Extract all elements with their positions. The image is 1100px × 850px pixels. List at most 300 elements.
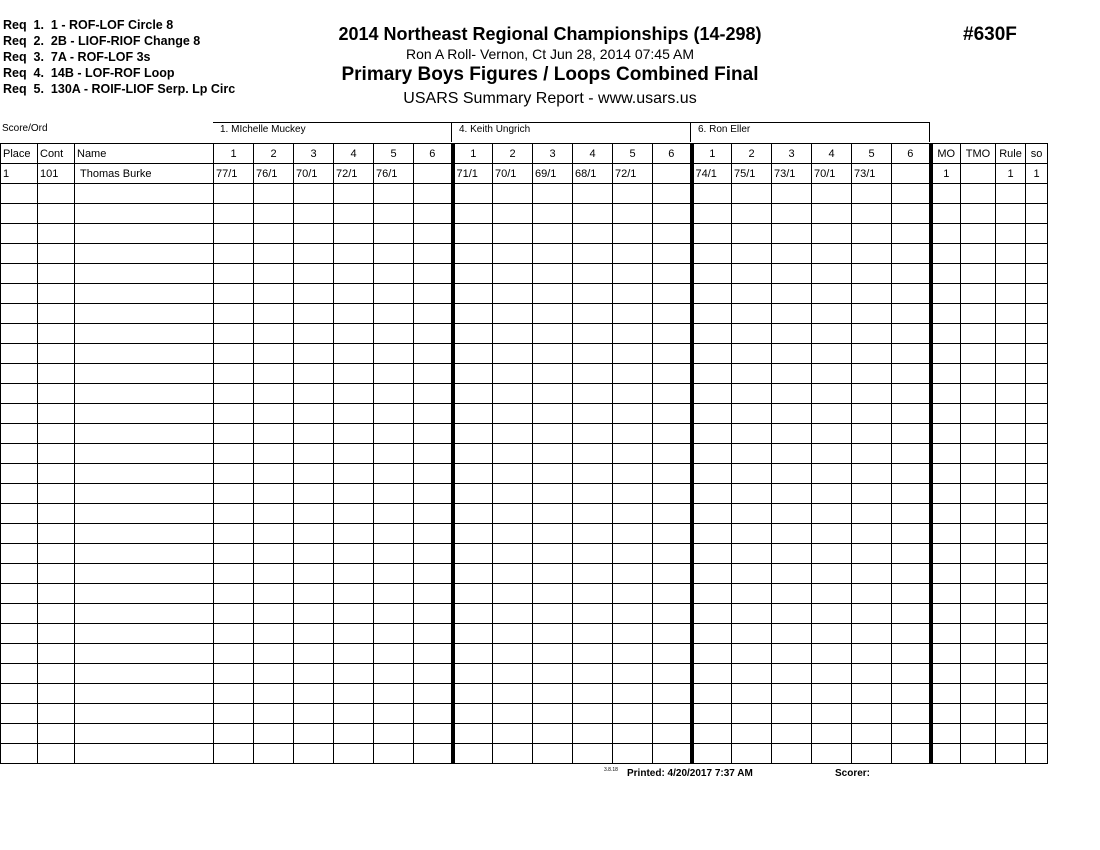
rule-cell: 1 bbox=[996, 164, 1026, 184]
empty-cell bbox=[334, 224, 374, 244]
empty-cell bbox=[996, 644, 1026, 664]
empty-cell bbox=[573, 624, 613, 644]
empty-cell bbox=[961, 264, 996, 284]
empty-cell bbox=[996, 504, 1026, 524]
empty-cell bbox=[1, 524, 38, 544]
empty-cell bbox=[931, 644, 961, 664]
empty-cell bbox=[653, 484, 692, 504]
empty-cell bbox=[852, 504, 892, 524]
empty-cell bbox=[653, 404, 692, 424]
j2-fig-4-header: 4 bbox=[573, 144, 613, 164]
empty-cell bbox=[772, 544, 812, 564]
j1-score-6 bbox=[414, 164, 453, 184]
empty-cell bbox=[1, 504, 38, 524]
empty-row bbox=[1, 444, 1048, 464]
empty-cell bbox=[892, 504, 931, 524]
empty-cell bbox=[75, 424, 214, 444]
empty-cell bbox=[812, 204, 852, 224]
empty-cell bbox=[214, 184, 254, 204]
empty-cell bbox=[732, 204, 772, 224]
empty-row bbox=[1, 584, 1048, 604]
empty-cell bbox=[334, 744, 374, 764]
empty-cell bbox=[414, 704, 453, 724]
empty-cell bbox=[613, 464, 653, 484]
empty-cell bbox=[374, 644, 414, 664]
empty-cell bbox=[214, 244, 254, 264]
empty-cell bbox=[961, 444, 996, 464]
empty-cell bbox=[254, 744, 294, 764]
empty-cell bbox=[374, 684, 414, 704]
empty-cell bbox=[931, 364, 961, 384]
empty-cell bbox=[374, 524, 414, 544]
empty-cell bbox=[214, 224, 254, 244]
empty-cell bbox=[732, 284, 772, 304]
empty-cell bbox=[961, 604, 996, 624]
empty-cell bbox=[254, 224, 294, 244]
empty-cell bbox=[961, 684, 996, 704]
empty-cell bbox=[772, 204, 812, 224]
empty-cell bbox=[414, 304, 453, 324]
printed-label: Printed: 4/20/2017 7:37 AM bbox=[627, 768, 753, 779]
empty-cell bbox=[254, 484, 294, 504]
empty-cell bbox=[852, 444, 892, 464]
empty-cell bbox=[931, 584, 961, 604]
empty-cell bbox=[573, 484, 613, 504]
empty-cell bbox=[573, 384, 613, 404]
empty-cell bbox=[533, 444, 573, 464]
empty-cell bbox=[772, 364, 812, 384]
empty-cell bbox=[453, 484, 493, 504]
empty-cell bbox=[653, 304, 692, 324]
empty-cell bbox=[214, 464, 254, 484]
empty-cell bbox=[214, 584, 254, 604]
empty-cell bbox=[852, 564, 892, 584]
empty-cell bbox=[613, 424, 653, 444]
place-cell: 1 bbox=[1, 164, 38, 184]
empty-cell bbox=[772, 664, 812, 684]
empty-cell bbox=[961, 564, 996, 584]
empty-cell bbox=[892, 724, 931, 744]
empty-cell bbox=[254, 524, 294, 544]
empty-row bbox=[1, 604, 1048, 624]
empty-cell bbox=[961, 544, 996, 564]
empty-cell bbox=[653, 504, 692, 524]
empty-row bbox=[1, 644, 1048, 664]
empty-cell bbox=[1026, 704, 1048, 724]
empty-cell bbox=[38, 244, 75, 264]
j2-fig-5-header: 5 bbox=[613, 144, 653, 164]
j3-score-6 bbox=[892, 164, 931, 184]
empty-cell bbox=[294, 464, 334, 484]
empty-cell bbox=[613, 724, 653, 744]
empty-cell bbox=[453, 344, 493, 364]
empty-cell bbox=[493, 604, 533, 624]
empty-cell bbox=[294, 684, 334, 704]
empty-cell bbox=[75, 564, 214, 584]
empty-cell bbox=[961, 344, 996, 364]
empty-cell bbox=[414, 724, 453, 744]
empty-cell bbox=[1026, 224, 1048, 244]
empty-cell bbox=[38, 664, 75, 684]
empty-cell bbox=[1, 664, 38, 684]
empty-cell bbox=[996, 304, 1026, 324]
empty-cell bbox=[1026, 544, 1048, 564]
empty-cell bbox=[931, 504, 961, 524]
empty-cell bbox=[533, 244, 573, 264]
empty-cell bbox=[1, 244, 38, 264]
empty-cell bbox=[334, 284, 374, 304]
empty-cell bbox=[653, 444, 692, 464]
empty-cell bbox=[852, 684, 892, 704]
empty-cell bbox=[493, 364, 533, 384]
empty-cell bbox=[374, 324, 414, 344]
empty-cell bbox=[613, 664, 653, 684]
empty-cell bbox=[996, 584, 1026, 604]
empty-cell bbox=[334, 504, 374, 524]
empty-cell bbox=[961, 284, 996, 304]
empty-cell bbox=[38, 524, 75, 544]
empty-cell bbox=[812, 484, 852, 504]
empty-cell bbox=[772, 484, 812, 504]
empty-cell bbox=[613, 744, 653, 764]
empty-cell bbox=[414, 544, 453, 564]
empty-cell bbox=[852, 224, 892, 244]
empty-cell bbox=[613, 404, 653, 424]
empty-cell bbox=[772, 684, 812, 704]
empty-cell bbox=[1, 684, 38, 704]
empty-cell bbox=[453, 524, 493, 544]
empty-cell bbox=[38, 744, 75, 764]
requirement-2: Req 2. 2B - LIOF-RIOF Change 8 bbox=[3, 34, 201, 48]
empty-cell bbox=[493, 204, 533, 224]
event-title: Primary Boys Figures / Loops Combined Final bbox=[341, 64, 759, 85]
empty-cell bbox=[613, 504, 653, 524]
empty-cell bbox=[75, 244, 214, 264]
report-line: USARS Summary Report - www.usars.us bbox=[403, 90, 697, 107]
j1-score-5: 76/1 bbox=[374, 164, 414, 184]
empty-cell bbox=[254, 404, 294, 424]
empty-cell bbox=[38, 264, 75, 284]
empty-cell bbox=[214, 504, 254, 524]
empty-cell bbox=[374, 304, 414, 324]
empty-cell bbox=[812, 344, 852, 364]
empty-cell bbox=[374, 724, 414, 744]
empty-cell bbox=[961, 424, 996, 444]
empty-row bbox=[1, 464, 1048, 484]
requirement-3: Req 3. 7A - ROF-LOF 3s bbox=[3, 50, 151, 64]
score-ord-label: Score/Ord bbox=[2, 123, 48, 134]
empty-cell bbox=[732, 224, 772, 244]
empty-cell bbox=[573, 684, 613, 704]
empty-cell bbox=[573, 464, 613, 484]
empty-row bbox=[1, 664, 1048, 684]
empty-cell bbox=[692, 284, 732, 304]
empty-cell bbox=[38, 684, 75, 704]
empty-cell bbox=[613, 284, 653, 304]
empty-cell bbox=[996, 704, 1026, 724]
empty-cell bbox=[996, 524, 1026, 544]
empty-cell bbox=[931, 224, 961, 244]
empty-cell bbox=[75, 464, 214, 484]
empty-row bbox=[1, 724, 1048, 744]
empty-cell bbox=[931, 344, 961, 364]
empty-cell bbox=[852, 624, 892, 644]
empty-cell bbox=[294, 624, 334, 644]
empty-cell bbox=[214, 604, 254, 624]
j2-fig-1-header: 1 bbox=[453, 144, 493, 164]
empty-cell bbox=[453, 424, 493, 444]
empty-cell bbox=[493, 464, 533, 484]
empty-cell bbox=[892, 224, 931, 244]
empty-cell bbox=[75, 524, 214, 544]
empty-cell bbox=[772, 424, 812, 444]
empty-cell bbox=[374, 564, 414, 584]
empty-cell bbox=[493, 264, 533, 284]
empty-cell bbox=[931, 464, 961, 484]
empty-cell bbox=[294, 404, 334, 424]
empty-cell bbox=[996, 604, 1026, 624]
empty-cell bbox=[772, 284, 812, 304]
empty-cell bbox=[254, 704, 294, 724]
empty-cell bbox=[214, 344, 254, 364]
empty-cell bbox=[1, 304, 38, 324]
empty-cell bbox=[75, 544, 214, 564]
empty-row bbox=[1, 304, 1048, 324]
empty-cell bbox=[414, 584, 453, 604]
empty-cell bbox=[996, 404, 1026, 424]
empty-row bbox=[1, 284, 1048, 304]
empty-cell bbox=[75, 484, 214, 504]
empty-cell bbox=[573, 584, 613, 604]
empty-row bbox=[1, 184, 1048, 204]
empty-cell bbox=[75, 504, 214, 524]
empty-cell bbox=[892, 704, 931, 724]
j3-score-1: 74/1 bbox=[692, 164, 732, 184]
empty-cell bbox=[1026, 504, 1048, 524]
empty-cell bbox=[892, 384, 931, 404]
empty-cell bbox=[294, 604, 334, 624]
empty-cell bbox=[254, 204, 294, 224]
empty-cell bbox=[653, 644, 692, 664]
empty-cell bbox=[653, 224, 692, 244]
table-row bbox=[1, 164, 1048, 184]
empty-cell bbox=[892, 404, 931, 424]
empty-cell bbox=[414, 184, 453, 204]
results-body bbox=[1, 164, 1048, 764]
empty-row bbox=[1, 404, 1048, 424]
empty-cell bbox=[294, 324, 334, 344]
empty-cell bbox=[892, 484, 931, 504]
empty-cell bbox=[812, 444, 852, 464]
empty-cell bbox=[931, 684, 961, 704]
empty-cell bbox=[1, 224, 38, 244]
empty-cell bbox=[692, 404, 732, 424]
empty-cell bbox=[75, 404, 214, 424]
empty-cell bbox=[772, 184, 812, 204]
empty-cell bbox=[414, 324, 453, 344]
empty-row bbox=[1, 744, 1048, 764]
empty-cell bbox=[254, 344, 294, 364]
empty-cell bbox=[996, 364, 1026, 384]
championship-title: 2014 Northeast Regional Championships (14-298) bbox=[338, 24, 762, 44]
empty-cell bbox=[533, 264, 573, 284]
empty-cell bbox=[732, 544, 772, 564]
empty-cell bbox=[812, 644, 852, 664]
empty-cell bbox=[1, 724, 38, 744]
empty-cell bbox=[653, 204, 692, 224]
empty-cell bbox=[692, 304, 732, 324]
empty-cell bbox=[812, 744, 852, 764]
empty-cell bbox=[812, 544, 852, 564]
empty-cell bbox=[812, 504, 852, 524]
empty-cell bbox=[493, 624, 533, 644]
empty-cell bbox=[453, 704, 493, 724]
empty-cell bbox=[931, 324, 961, 344]
empty-cell bbox=[75, 384, 214, 404]
empty-cell bbox=[1, 264, 38, 284]
empty-cell bbox=[533, 624, 573, 644]
empty-cell bbox=[533, 404, 573, 424]
empty-cell bbox=[931, 484, 961, 504]
j3-score-5: 73/1 bbox=[852, 164, 892, 184]
empty-cell bbox=[254, 364, 294, 384]
empty-cell bbox=[852, 644, 892, 664]
empty-cell bbox=[692, 604, 732, 624]
empty-cell bbox=[573, 264, 613, 284]
empty-cell bbox=[732, 584, 772, 604]
empty-cell bbox=[653, 264, 692, 284]
empty-cell bbox=[214, 424, 254, 444]
empty-cell bbox=[653, 664, 692, 684]
empty-cell bbox=[996, 384, 1026, 404]
empty-cell bbox=[493, 544, 533, 564]
empty-row bbox=[1, 564, 1048, 584]
empty-cell bbox=[294, 264, 334, 284]
empty-cell bbox=[254, 384, 294, 404]
empty-cell bbox=[75, 604, 214, 624]
empty-cell bbox=[334, 724, 374, 744]
empty-cell bbox=[613, 204, 653, 224]
empty-cell bbox=[772, 304, 812, 324]
empty-cell bbox=[453, 304, 493, 324]
empty-cell bbox=[294, 424, 334, 444]
empty-cell bbox=[852, 404, 892, 424]
empty-cell bbox=[533, 324, 573, 344]
empty-cell bbox=[892, 684, 931, 704]
empty-cell bbox=[493, 304, 533, 324]
empty-cell bbox=[732, 304, 772, 324]
empty-cell bbox=[414, 444, 453, 464]
empty-cell bbox=[961, 484, 996, 504]
empty-cell bbox=[732, 324, 772, 344]
empty-cell bbox=[996, 184, 1026, 204]
empty-cell bbox=[294, 504, 334, 524]
empty-cell bbox=[294, 524, 334, 544]
empty-cell bbox=[38, 324, 75, 344]
empty-cell bbox=[852, 344, 892, 364]
empty-cell bbox=[1026, 524, 1048, 544]
empty-cell bbox=[374, 244, 414, 264]
empty-cell bbox=[852, 184, 892, 204]
empty-cell bbox=[961, 364, 996, 384]
empty-cell bbox=[414, 244, 453, 264]
empty-cell bbox=[38, 624, 75, 644]
empty-cell bbox=[38, 424, 75, 444]
empty-cell bbox=[732, 264, 772, 284]
empty-cell bbox=[996, 684, 1026, 704]
empty-cell bbox=[653, 524, 692, 544]
empty-cell bbox=[961, 504, 996, 524]
empty-cell bbox=[996, 484, 1026, 504]
empty-cell bbox=[812, 704, 852, 724]
empty-cell bbox=[613, 224, 653, 244]
empty-cell bbox=[214, 304, 254, 324]
empty-cell bbox=[453, 744, 493, 764]
empty-cell bbox=[812, 684, 852, 704]
empty-cell bbox=[414, 224, 453, 244]
tmo-cell bbox=[961, 164, 996, 184]
empty-cell bbox=[1026, 404, 1048, 424]
empty-cell bbox=[931, 384, 961, 404]
empty-cell bbox=[38, 364, 75, 384]
empty-cell bbox=[653, 244, 692, 264]
j1-fig-3-header: 3 bbox=[294, 144, 334, 164]
empty-cell bbox=[75, 744, 214, 764]
empty-cell bbox=[374, 604, 414, 624]
empty-cell bbox=[573, 704, 613, 724]
empty-cell bbox=[214, 624, 254, 644]
empty-cell bbox=[334, 644, 374, 664]
empty-cell bbox=[254, 664, 294, 684]
empty-cell bbox=[75, 724, 214, 744]
empty-row bbox=[1, 224, 1048, 244]
empty-cell bbox=[294, 744, 334, 764]
empty-cell bbox=[852, 664, 892, 684]
empty-cell bbox=[75, 584, 214, 604]
empty-cell bbox=[573, 504, 613, 524]
empty-cell bbox=[533, 384, 573, 404]
empty-cell bbox=[812, 564, 852, 584]
empty-cell bbox=[334, 464, 374, 484]
empty-cell bbox=[414, 484, 453, 504]
empty-cell bbox=[812, 664, 852, 684]
empty-cell bbox=[1026, 264, 1048, 284]
empty-cell bbox=[1026, 484, 1048, 504]
empty-cell bbox=[75, 624, 214, 644]
j1-score-3: 70/1 bbox=[294, 164, 334, 184]
empty-cell bbox=[892, 424, 931, 444]
empty-cell bbox=[334, 584, 374, 604]
empty-cell bbox=[573, 204, 613, 224]
empty-row bbox=[1, 524, 1048, 544]
empty-cell bbox=[692, 664, 732, 684]
empty-cell bbox=[692, 364, 732, 384]
empty-cell bbox=[892, 264, 931, 284]
tmo-header: TMO bbox=[961, 144, 996, 164]
empty-cell bbox=[961, 644, 996, 664]
empty-cell bbox=[692, 204, 732, 224]
empty-cell bbox=[75, 444, 214, 464]
empty-cell bbox=[996, 324, 1026, 344]
empty-cell bbox=[334, 204, 374, 224]
empty-cell bbox=[374, 264, 414, 284]
empty-cell bbox=[294, 244, 334, 264]
empty-cell bbox=[38, 704, 75, 724]
empty-cell bbox=[254, 724, 294, 744]
empty-cell bbox=[1026, 664, 1048, 684]
empty-cell bbox=[38, 584, 75, 604]
empty-cell bbox=[294, 724, 334, 744]
